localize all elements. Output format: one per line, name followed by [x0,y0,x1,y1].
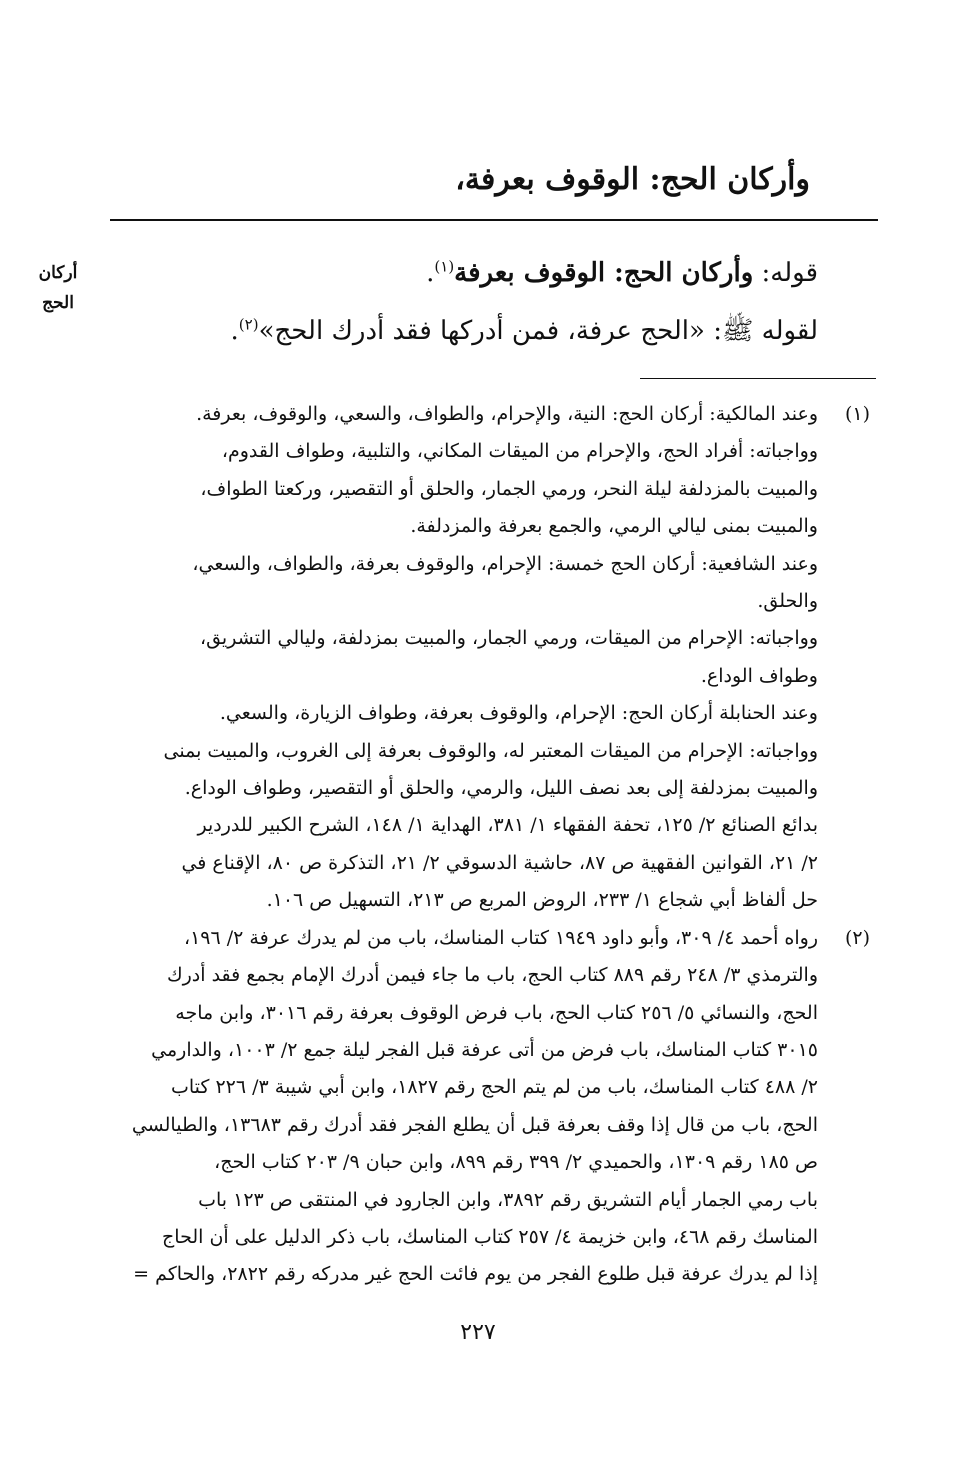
footnote-line: وعند المالكية: أركان الحج: النية، والإحرام، والطواف، والسعي، والوقوف، بعرفة. [196,403,818,425]
footnote-line: حل ألفاظ أبي شجاع ١/ ٢٣٣، الروض المربع ص ٢١٣، التسهيل ص ١٠٦. [266,889,818,912]
main-text [138,244,818,360]
footnote-line: والترمذي ٣/ ٢٤٨ رقم ٨٨٩ كتاب الحج، باب ما جاء فيمن أدرك الإمام بجمع فقد أدرك [166,964,818,987]
footnotes [130,396,870,1294]
footnote-line: بدائع الصنائع ٢/ ١٢٥، تحفة الفقهاء ١/ ٣٨١، الهداية ١/ ١٤٨، الشرح الكبير للدردير [197,814,818,837]
margin-note [8,258,108,318]
footnote-line: وواجباته: الإحرام من الميقات المعتبر له، والوقوف بعرفة إلى الغروب، والمبيت بمنى [163,739,818,762]
main-line-1 [138,244,818,302]
footnote-ref-1: (١) [434,257,455,276]
footnote-line: المناسك رقم ٤٦٨، وابن خزيمة ٤/ ٢٥٧ كتاب المناسك، باب ذكر الدليل على أن الحاج [162,1225,818,1248]
footnote-line: ص ١٨٥ رقم ١٣٠٩، والحميدي ٢/ ٣٩٩ رقم ٨٩٩، وابن حبان ٩/ ٢٠٣ كتاب الحج، [214,1151,818,1174]
footnote-line: إذا لم يدرك عرفة قبل طلوع الفجر من يوم فائت الحج غير مدركه رقم ٢٨٢٢، والحاكم = [133,1263,818,1286]
main-line-2-tail: . [230,316,239,346]
footnote-number: (٢) [844,926,870,949]
footnote-line: والمبيت بالمزدلفة ليلة النحر، ورمي الجمار، والحلق أو التقصير، وركعتا الطواف، [200,477,818,500]
footnote-line: والحلق. [757,590,818,613]
header-rule [110,219,878,221]
main-line-2 [138,302,818,360]
footnote-line: والمبيت بمنى ليالي الرمي، والجمع بعرفة والمزدلفة. [410,515,818,538]
footnote-line: وعند الشافعية: أركان الحج خمسة: الإحرام، والوقوف بعرفة، والطواف، والسعي، [192,552,818,575]
footnote-line: رواه أحمد ٤/ ٣٠٩، وأبو داود ١٩٤٩ كتاب المناسك، باب من لم يدرك عرفة ٢/ ١٩٦، [183,926,818,949]
running-head: وأركان الحج: الوقوف بعرفة، [455,162,810,197]
footnote-ref-2: (٢) [238,315,259,334]
page-number: ٢٢٧ [460,1320,496,1345]
footnote-2 [130,920,870,1294]
main-line-2-text: لقوله ﷺ: «الحج عرفة، فمن أدركها فقد أدرك الحج» [258,316,818,346]
footnote-line: باب رمي الجمار أيام التشريق رقم ٣٨٩٢، وابن الجارود في المنتقى ص ١٢٣ باب [198,1188,818,1211]
footnote-line: والمبيت بمزدلفة إلى بعد نصف الليل، والرمي، والحلق أو التقصير، وطواف الوداع. [184,777,818,800]
main-line-1-bold: وأركان الحج: الوقوف بعرفة [454,258,754,288]
margin-note-line-1: أركان [38,263,78,283]
footnote-line: ٢/ ٤٨٨ كتاب المناسك، باب من لم يتم الحج رقم ١٨٢٧، وابن أبي شيبة ٣/ ٢٢٦ كتاب [170,1076,818,1099]
footnote-line: الحج، باب من قال إذا وقف بعرفة قبل أن يطلع الفجر فقد أدرك رقم ١٣٦٨٣، والطيالسي [131,1113,818,1136]
footnote-line: وواجباته: أفراد الحج، والإحرام من الميقات المكاني، والتلبية، وطواف القدوم، [221,440,818,463]
footnote-rule [640,378,876,379]
footnote-line: ٢/ ٢١، القوانين الفقهية ص ٨٧، حاشية الدسوقي ٢/ ٢١، التذكرة ص ٨٠، الإقناع في [181,851,818,874]
footnote-1 [130,396,870,920]
footnote-line: وعند الحنابلة أركان الحج: الإحرام، والوقوف بعرفة، وطواف الزيارة، والسعي. [219,702,818,725]
footnote-line: وواجباته: الإحرام من الميقات، ورمي الجمار، والمبيت بمزدلفة، وليالي التشريق، [199,627,818,650]
margin-note-line-2: الحج [42,293,74,313]
main-line-1-tail: . [426,258,435,288]
footnote-line: الحج، والنسائي ٥/ ٢٥٦ كتاب الحج، باب فرض الوقوف بعرفة رقم ٣٠١٦، وابن ماجه [175,1001,818,1024]
footnote-number: (١) [844,403,870,425]
main-line-1-lead: قوله: [753,258,818,288]
footnote-line: ٣٠١٥ كتاب المناسك، باب فرض من أتى عرفة قبل الفجر ليلة جمع ٢/ ١٠٠٣، والدارمي [151,1038,818,1061]
footnote-line: وطواف الوداع. [700,664,818,687]
